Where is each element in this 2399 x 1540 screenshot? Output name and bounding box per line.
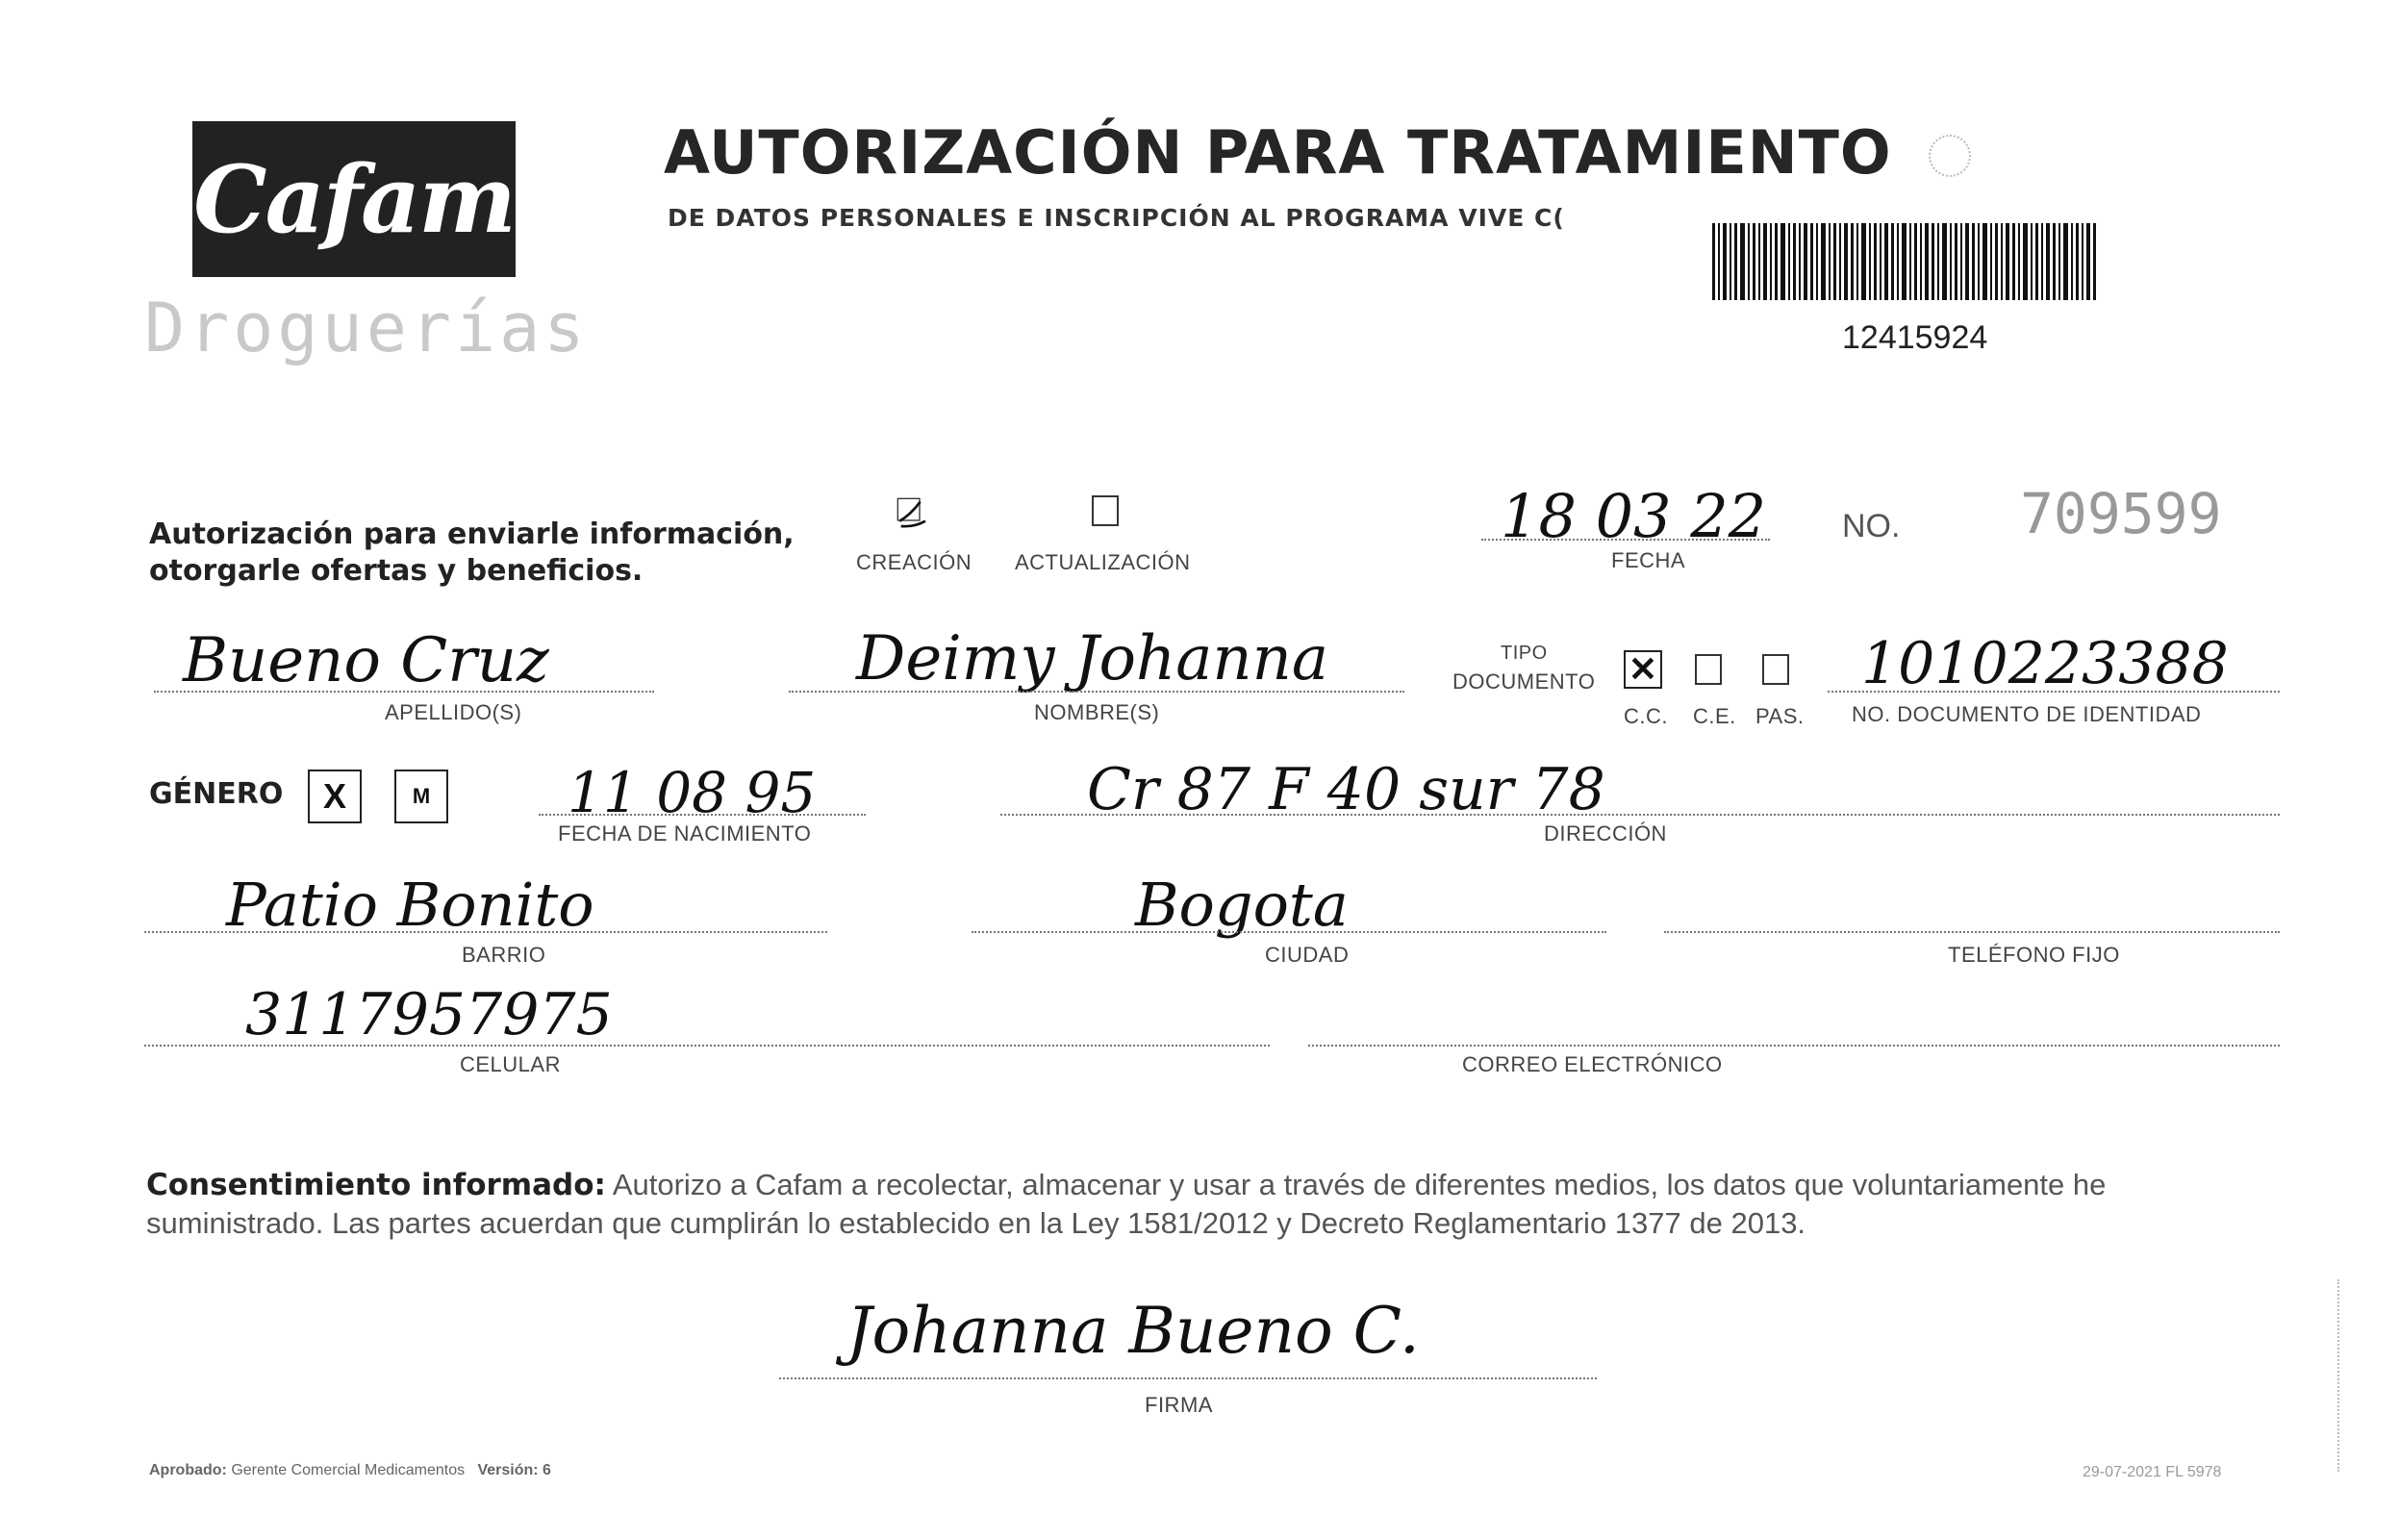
genero-m-checkbox[interactable] bbox=[394, 770, 448, 823]
fecha-line bbox=[1481, 539, 1770, 541]
apellidos-line bbox=[154, 691, 654, 693]
ciudad-value[interactable]: Bogota bbox=[1135, 870, 1349, 940]
ce-label: C.E. bbox=[1693, 704, 1736, 728]
barcode-number: 12415924 bbox=[1842, 319, 1988, 356]
authorization-intro-1: Autorización para enviarle información, bbox=[149, 518, 795, 551]
side-print-mark bbox=[2337, 1279, 2353, 1472]
barcode bbox=[1712, 223, 2097, 300]
nombre-line bbox=[789, 691, 1404, 693]
no-label: NO. bbox=[1842, 508, 1901, 544]
logo-text: Cafam bbox=[193, 144, 515, 254]
telefono-label: TELÉFONO FIJO bbox=[1948, 943, 2120, 967]
no-value: 709599 bbox=[2020, 481, 2222, 546]
x-mark-icon: ✕ bbox=[1628, 649, 1658, 689]
f-mark: X bbox=[322, 776, 346, 816]
check-mark-icon bbox=[895, 486, 933, 543]
barrio-line bbox=[144, 931, 827, 933]
signature-label: FIRMA bbox=[1145, 1393, 1213, 1417]
barrio-label: BARRIO bbox=[462, 943, 546, 967]
creacion-label: CREACIÓN bbox=[856, 550, 972, 574]
celular-line bbox=[144, 1045, 1270, 1047]
form-subtitle: DE DATOS PERSONALES E INSCRIPCIÓN AL PROGRAMA VIVE C( bbox=[668, 204, 1565, 232]
aprobado-value: Gerente Comercial Medicamentos bbox=[231, 1462, 466, 1478]
version-label: Versión: 6 bbox=[477, 1462, 551, 1478]
fecha-value[interactable]: 18 03 22 bbox=[1501, 481, 1767, 551]
aprobado-label: Aprobado: bbox=[149, 1462, 227, 1478]
cc-checkbox[interactable] bbox=[1624, 650, 1662, 689]
pas-checkbox[interactable] bbox=[1762, 654, 1789, 685]
ciudad-line bbox=[972, 931, 1606, 933]
cc-label: C.C. bbox=[1624, 704, 1668, 728]
cafam-logo bbox=[192, 121, 516, 277]
documento-type-label: DOCUMENTO bbox=[1452, 669, 1596, 694]
telefono-line bbox=[1664, 931, 2280, 933]
fecha-label: FECHA bbox=[1611, 548, 1686, 572]
correo-label: CORREO ELECTRÓNICO bbox=[1462, 1052, 1723, 1076]
consent-body: Autorizo a Cafam a recolectar, almacenar y usar a través de diferentes medios, los datos que voluntariamente he suministrado. Las partes acuerdan que cumplirán lo establecido en la Ley 1581/2012 y Decreto Reglamentario 1377 de 2013. bbox=[146, 1168, 2107, 1240]
form-title: AUTORIZACIÓN PARA TRATAMIENTO bbox=[664, 117, 1892, 188]
documento-line bbox=[1828, 691, 2280, 693]
actualizacion-label: ACTUALIZACIÓN bbox=[1015, 550, 1191, 574]
documento-value[interactable]: 1010223388 bbox=[1861, 630, 2229, 697]
signature-value[interactable]: Johanna Bueno C. bbox=[846, 1294, 1420, 1368]
apellidos-value[interactable]: Bueno Cruz bbox=[183, 625, 549, 696]
creacion-checkbox[interactable] bbox=[895, 495, 933, 534]
apellidos-label: APELLIDO(S) bbox=[385, 700, 522, 724]
nombre-label: NOMBRE(S) bbox=[1034, 700, 1160, 724]
footer-approved bbox=[149, 1462, 551, 1479]
celular-label: CELULAR bbox=[460, 1052, 561, 1076]
consent-heading: Consentimiento informado: bbox=[146, 1168, 606, 1202]
direccion-line bbox=[1000, 814, 2280, 816]
documento-label: NO. DOCUMENTO DE IDENTIDAD bbox=[1852, 702, 2202, 726]
genero-label: GÉNERO bbox=[149, 777, 284, 811]
pas-label: PAS. bbox=[1755, 704, 1805, 728]
footer-right: 29-07-2021 FL 5978 bbox=[2083, 1464, 2222, 1480]
ciudad-label: CIUDAD bbox=[1265, 943, 1350, 967]
correo-line bbox=[1308, 1045, 2280, 1047]
nacimiento-label: FECHA DE NACIMIENTO bbox=[558, 821, 812, 846]
nacimiento-value[interactable]: 11 08 95 bbox=[568, 760, 817, 825]
direccion-value[interactable]: Cr 87 F 40 sur 78 bbox=[1087, 756, 1605, 823]
tipo-label: TIPO bbox=[1501, 643, 1548, 664]
seal-icon bbox=[1929, 135, 1971, 177]
signature-line bbox=[779, 1377, 1597, 1379]
genero-f-checkbox[interactable] bbox=[308, 770, 362, 823]
direccion-label: DIRECCIÓN bbox=[1544, 821, 1667, 846]
nombre-value[interactable]: Deimy Johanna bbox=[856, 623, 1328, 694]
m-label: M bbox=[412, 784, 431, 808]
logo-subtitle: Droguerías bbox=[144, 289, 589, 367]
nacimiento-line bbox=[539, 814, 866, 816]
barrio-value[interactable]: Patio Bonito bbox=[226, 870, 594, 940]
ce-checkbox[interactable] bbox=[1695, 654, 1722, 685]
celular-value[interactable]: 3117957975 bbox=[245, 981, 613, 1048]
consent-paragraph bbox=[146, 1166, 2262, 1243]
authorization-intro-2: otorgarle ofertas y beneficios. bbox=[149, 554, 644, 588]
actualizacion-checkbox[interactable] bbox=[1092, 495, 1119, 526]
